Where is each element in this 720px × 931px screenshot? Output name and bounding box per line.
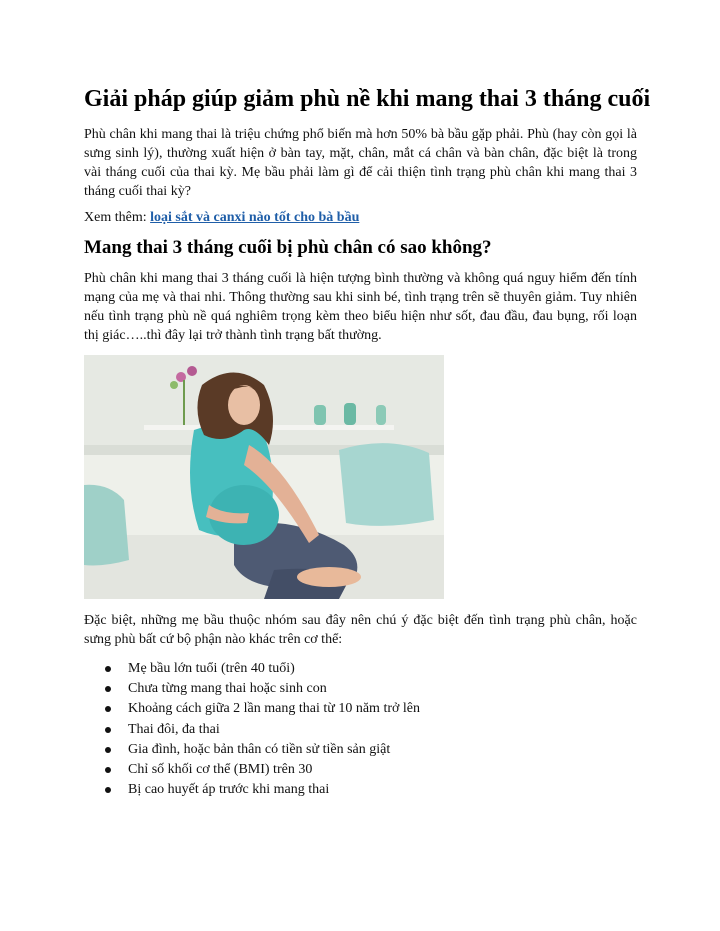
see-also-prefix: Xem thêm: bbox=[84, 210, 151, 225]
list-item: Bị cao huyết áp trước khi mang thai bbox=[84, 780, 420, 800]
list-item: Chỉ số khối cơ thể (BMI) trên 30 bbox=[84, 760, 420, 780]
pregnant-woman-photo bbox=[84, 355, 444, 599]
list-item: Thai đôi, đa thai bbox=[84, 720, 420, 740]
list-item: Mẹ bầu lớn tuổi (trên 40 tuổi) bbox=[84, 659, 420, 679]
bullet-icon bbox=[105, 706, 111, 712]
article-title: Giải pháp giúp giảm phù nề khi mang thai 3 tháng cuối bbox=[84, 86, 651, 112]
section-paragraph: Phù chân khi mang thai 3 tháng cuối là hiện tượng bình thường và không quá nguy hiểm đến tính mạng của mẹ và thai nhi. Thông thường sau khi sinh bé, tình trạng trên sẽ thuyên giảm. Tuy nhiên nếu tình trạng phù nề quá nghiêm trọng kèm theo biểu hiện như sốt, đau đầu, đau bụng, rối loạn thị giác…..thì đây lại trở thành tình trạng bất thường. bbox=[84, 271, 637, 343]
bullet-icon bbox=[105, 767, 111, 773]
intro-paragraph: Phù chân khi mang thai là triệu chứng phổ biến mà hơn 50% bà bầu gặp phải. Phù (hay còn gọi là sưng sinh lý), thường xuất hiện ở bàn tay, mặt, chân, mắt cá chân và bàn chân, đặc biệt là trong vài tháng cuối của thai kỳ. Mẹ bầu phải làm gì để cải thiện tình trạng phù chân khi mang thai 3 tháng cuối thai kỳ? bbox=[84, 127, 637, 199]
list-item: Gia đình, hoặc bản thân có tiền sử tiền sản giật bbox=[84, 740, 420, 760]
bullet-icon bbox=[105, 727, 111, 733]
after-image-paragraph: Đặc biệt, những mẹ bầu thuộc nhóm sau đây nên chú ý đặc biệt đến tình trạng phù chân, hoặc sưng phù bất cứ bộ phận nào khác trên cơ thể: bbox=[84, 613, 637, 647]
bullet-icon bbox=[105, 747, 111, 753]
see-also-line bbox=[84, 208, 359, 227]
list-item: Chưa từng mang thai hoặc sinh con bbox=[84, 679, 420, 699]
section-heading: Mang thai 3 tháng cuối bị phù chân có sao không? bbox=[84, 237, 492, 258]
risk-group-list bbox=[84, 659, 420, 800]
list-item: Khoảng cách giữa 2 lần mang thai từ 10 năm trở lên bbox=[84, 699, 420, 719]
see-also-link[interactable]: loại sắt và canxi nào tốt cho bà bầu bbox=[150, 210, 360, 225]
bullet-icon bbox=[105, 686, 111, 692]
bullet-icon bbox=[105, 666, 111, 672]
bullet-icon bbox=[105, 787, 111, 793]
